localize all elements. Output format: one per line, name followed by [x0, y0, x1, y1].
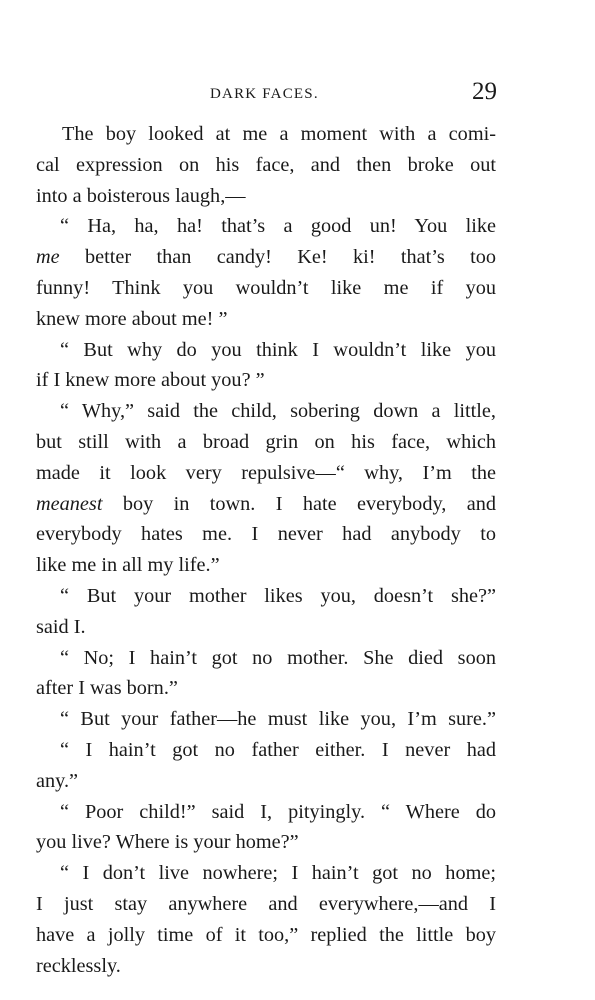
text-line: said I.	[36, 615, 86, 638]
text-line: like me in all my life.”	[36, 554, 220, 577]
text-line: “ I hain’t got no father either. I never had	[60, 738, 496, 761]
text-line: everybody hates me. I never had anybody to	[36, 523, 496, 546]
italic-word: meanest	[36, 492, 103, 515]
text-line: if I knew more about you? ”	[36, 369, 265, 392]
text-line: funny! Think you wouldn’t like me if you	[36, 276, 496, 299]
text-line: into a boisterous laugh,—	[36, 184, 246, 207]
text-line: I just stay anywhere and everywhere,—and I	[36, 892, 496, 915]
text-line: “ Ha, ha, ha! that’s a good un! You like	[60, 215, 496, 238]
text-line: “ But why do you think I wouldn’t like you	[60, 338, 496, 361]
page-number: 29	[472, 78, 497, 105]
text-line: “ I don’t live nowhere; I hain’t got no home;	[60, 862, 496, 885]
text-line: cal expression on his face, and then broke out	[36, 153, 496, 176]
text-line: “ Poor child!” said I, pityingly. “ Where do	[60, 800, 496, 823]
line-tail: better than candy! Ke! ki! that’s too	[59, 246, 496, 269]
text-line: but still with a broad grin on his face, which	[36, 430, 496, 453]
text-line: “ No; I hain’t got no mother. She died soon	[60, 646, 496, 669]
text-line: have a jolly time of it too,” replied the little boy	[36, 923, 496, 946]
text-line	[36, 489, 496, 520]
text-line: “ Why,” said the child, sobering down a little,	[60, 400, 496, 423]
text-line: “ But your mother likes you, doesn’t she?”	[60, 584, 496, 607]
text-line: recklessly.	[36, 954, 121, 977]
page-body	[36, 119, 496, 981]
text-line	[36, 242, 496, 273]
text-line: any.”	[36, 769, 79, 792]
page-header	[0, 78, 595, 112]
running-title: DARK FACES.	[210, 86, 319, 102]
text-line: made it look very repulsive—“ why, I’m the	[36, 461, 496, 484]
text-line: knew more about me! ”	[36, 307, 228, 330]
text-line: after I was born.”	[36, 677, 178, 700]
text-line: The boy looked at me a moment with a comi-	[62, 123, 496, 145]
text-line: “ But your father—he must like you, I’m sure.”	[60, 708, 496, 731]
text-line: you live? Where is your home?”	[36, 831, 299, 854]
italic-word: me	[36, 246, 60, 269]
line-tail: boy in town. I hate everybody, and	[102, 492, 496, 515]
